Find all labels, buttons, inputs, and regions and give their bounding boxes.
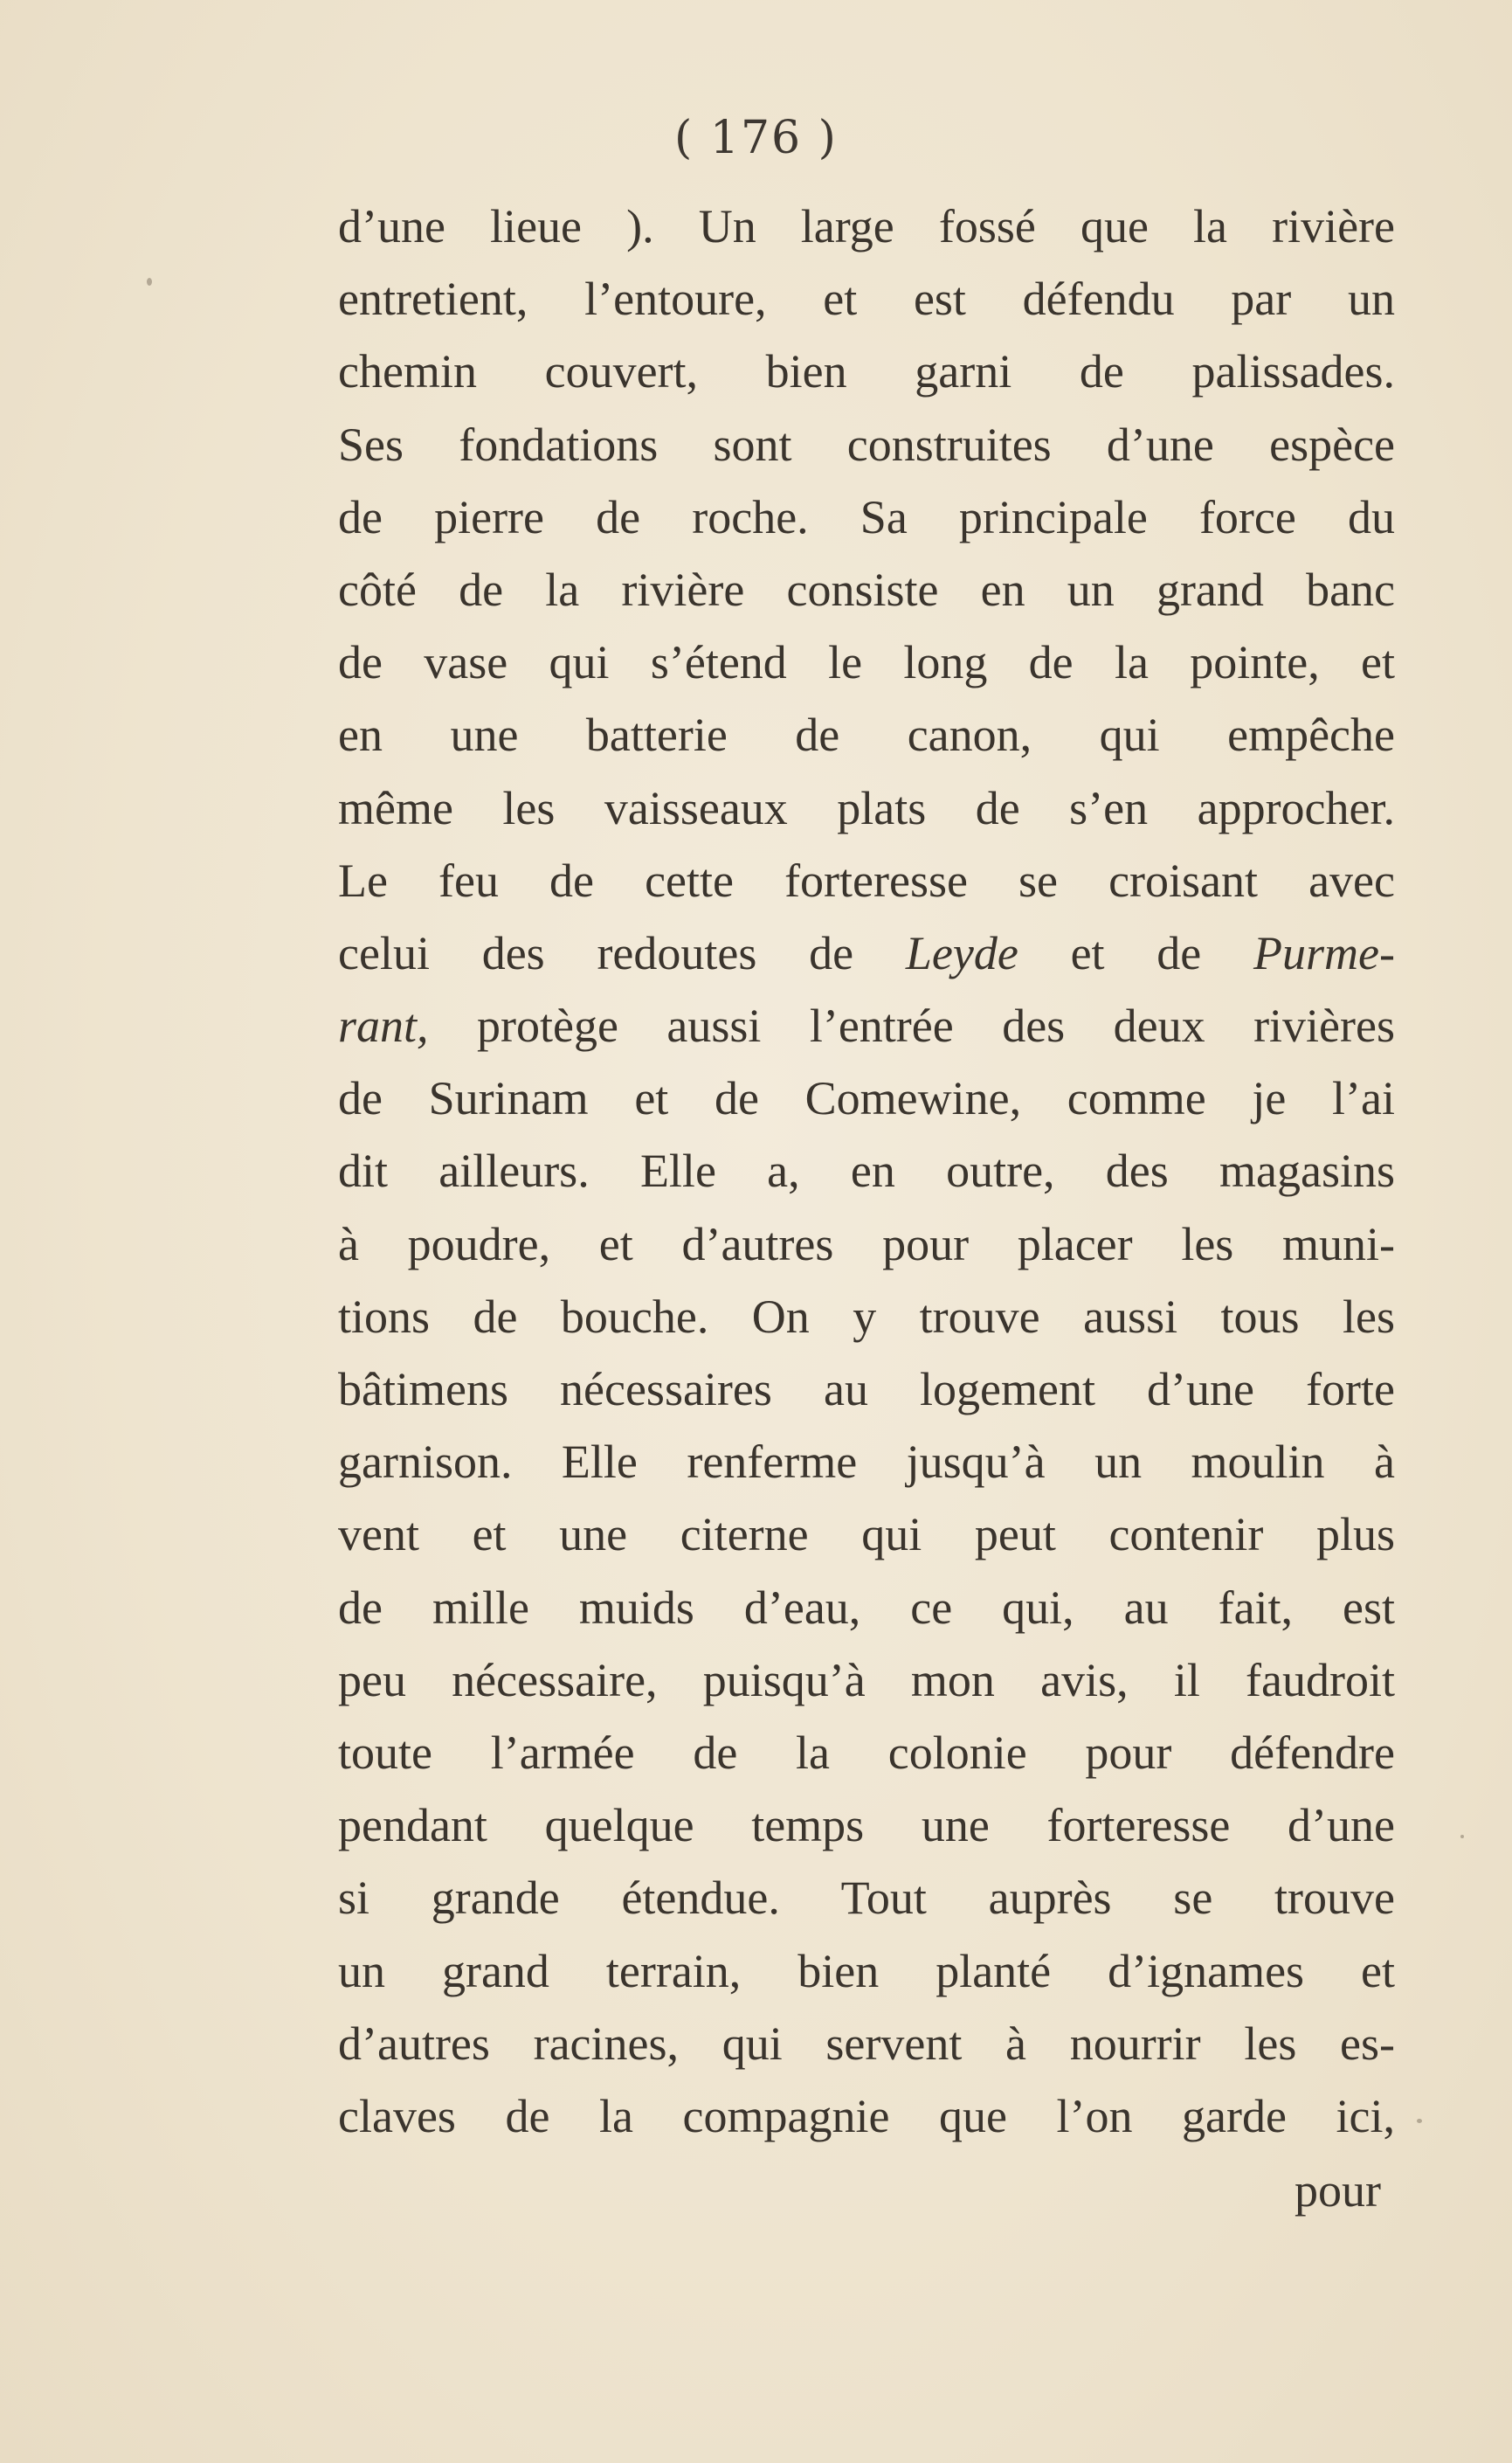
text-line: de vase qui s’étend le long de la pointe, et [338, 636, 1395, 689]
text-line: même les vaisseaux plats de s’en approcher. [338, 781, 1395, 834]
text-line: bâtimens nécessaires au logement d’une forte [338, 1363, 1395, 1415]
body-text [338, 190, 1395, 2153]
text-line: peu nécessaire, puisqu’à mon avis, il faudroit [338, 1653, 1395, 1706]
text-line: tions de bouche. On y trouve aussi tous les [338, 1290, 1395, 1343]
text-line: de mille muids d’eau, ce qui, au fait, est [338, 1581, 1395, 1634]
text-line: toute l’armée de la colonie pour défendre [338, 1726, 1395, 1779]
text-line: claves de la compagnie que l’on garde ici, [338, 2089, 1395, 2142]
text-line: entretient, l’entoure, et est défendu par un [338, 273, 1395, 326]
page-number: ( 176 ) [674, 112, 838, 164]
text-line: à poudre, et d’autres pour placer les muni- [338, 1217, 1395, 1270]
text-line: un grand terrain, bien planté d’ignames et [338, 1944, 1395, 1997]
text-line: si grande étendue. Tout auprès se trouve [338, 1871, 1395, 1925]
text-line: chemin couvert, bien garni de palissades. [338, 345, 1395, 398]
text-line: garnison. Elle renferme jusqu’à un moulin à [338, 1436, 1395, 1489]
text-line: côté de la rivière consiste en un grand banc [338, 563, 1395, 616]
text-line: de pierre de roche. Sa principale force du [338, 490, 1395, 543]
place-name-italic: Purme- [1253, 926, 1395, 979]
paper-speck [147, 278, 152, 286]
text-line: en une batterie de canon, qui empêche [338, 709, 1395, 762]
place-name-italic: Leyde [905, 926, 1018, 979]
text-line: de Surinam et de Comewine, comme je l’ai [338, 1072, 1395, 1125]
text-line: celui des redoutes de Leyde et de Purme- [338, 926, 1395, 979]
text-line: d’autres racines, qui servent à nourrir les es- [338, 2017, 1395, 2070]
text-line: vent et une citerne qui peut contenir plus [338, 1508, 1395, 1561]
text-line: d’une lieue ). Un large fossé que la rivière [338, 200, 1395, 253]
text-line: Ses fondations sont construites d’une espèce [338, 418, 1395, 471]
paper-speck [1417, 2119, 1422, 2123]
catchword: pour [1295, 2164, 1381, 2217]
place-name-italic: rant, [338, 1000, 429, 1053]
text-line: dit ailleurs. Elle a, en outre, des magasins [338, 1145, 1395, 1198]
text-line: Le feu de cette forteresse se croisant avec [338, 854, 1395, 907]
text-line: pendant quelque temps une forteresse d’une [338, 1799, 1395, 1852]
paper-speck [1460, 1835, 1464, 1838]
text-line: rant, protège aussi l’entrée des deux rivières [338, 1000, 1395, 1053]
